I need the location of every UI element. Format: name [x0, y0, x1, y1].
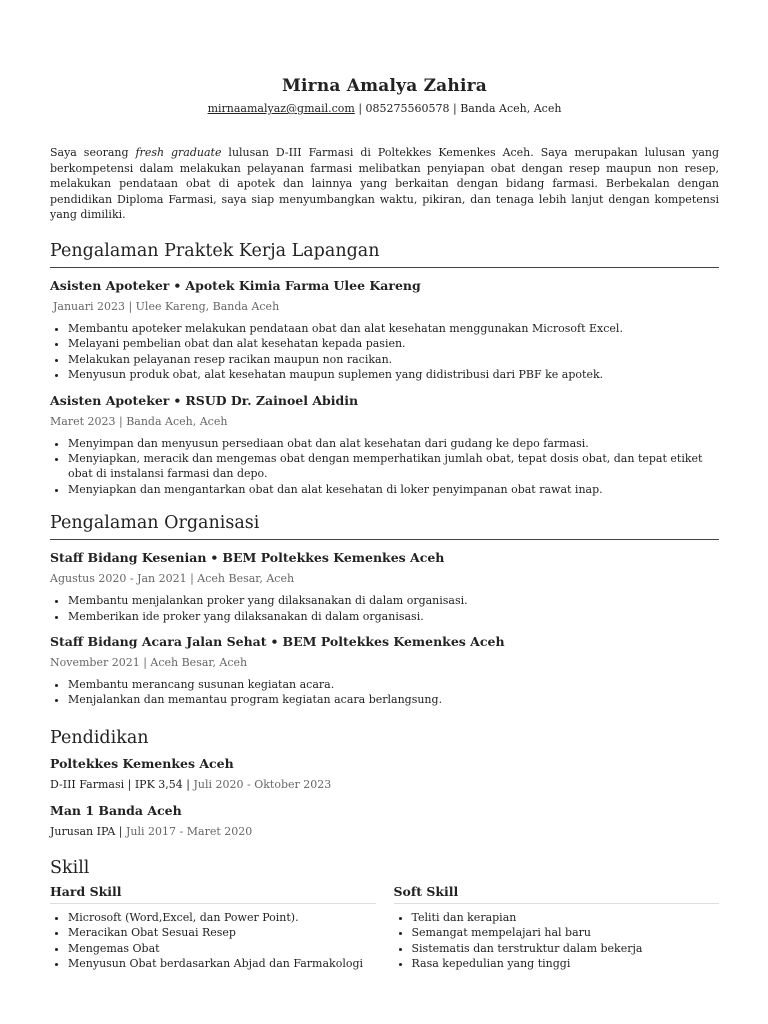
list-item: • Semangat mempelajari hal baru	[412, 925, 720, 940]
email-link[interactable]: mirnaamalyaz@gmail.com	[207, 102, 355, 115]
education-entry	[50, 756, 719, 791]
job-duties	[50, 593, 719, 624]
summary-text-start: Saya seorang	[50, 146, 136, 159]
soft-skill-heading: Soft Skill	[394, 884, 720, 904]
skills-grid	[50, 884, 719, 972]
list-item: • Melakukan pelayanan resep racikan maupun non racikan.	[68, 352, 719, 367]
section-title-skill: Skill	[50, 857, 90, 878]
soft-skill-list	[394, 910, 720, 972]
summary-paragraph	[50, 145, 719, 223]
job-role: Asisten Apoteker	[50, 277, 170, 293]
section-title-organisasi: Pengalaman Organisasi	[50, 513, 719, 540]
school-name: Poltekkes Kemenkes Aceh	[50, 755, 234, 771]
school-name: Man 1 Banda Aceh	[50, 802, 182, 818]
list-item: • Teliti dan kerapian	[412, 910, 720, 925]
job-meta: Agustus 2020 - Jan 2021 | Aceh Besar, Aceh	[50, 572, 295, 586]
job-duties	[50, 321, 719, 383]
job-entry	[50, 550, 719, 624]
bullet-separator: •	[270, 634, 279, 650]
education-meta	[50, 825, 719, 838]
list-item: • Membantu merancang susunan kegiatan acara.	[68, 677, 719, 692]
list-item: • Menjalankan dan memantau program kegiatan acara berlangsung.	[68, 692, 719, 707]
education-dates: Juli 2017 - Maret 2020	[126, 824, 253, 838]
section-title-pendidikan: Pendidikan	[50, 727, 149, 748]
soft-skill-column	[394, 884, 720, 972]
job-duties	[50, 677, 719, 708]
job-role: Staff Bidang Acara Jalan Sehat	[50, 634, 267, 650]
list-item: • Membantu menjalankan proker yang dilaksanakan di dalam organisasi.	[68, 593, 719, 608]
summary-text-end: lulusan D-III Farmasi di Poltekkes Kemenkes Aceh. Saya merupakan lulusan yang berkompetensi dalam melakukan pelayanan farmasi melibatkan penyiapan obat dengan resep maupun non resep, melakukan pendataan obat di apotek dan lainnya yang berkaitan dengan bidang farmasi. Berbekalan dengan pendidikan Diploma Farmasi, saya siap menyumbangkan waktu, pikiran, dan tenaga lebih lanjut dengan kompetensi yang dimiliki.	[50, 146, 719, 222]
list-item: • Menyusun Obat berdasarkan Abjad dan Farmakologi	[68, 956, 376, 971]
job-organization: RSUD Dr. Zainoel Abidin	[185, 392, 359, 408]
list-item: • Menyusun produk obat, alat kesehatan maupun suplemen yang didistribusi dari PBF ke apotek.	[68, 367, 719, 382]
job-title	[50, 634, 719, 649]
section-title-pkl: Pengalaman Praktek Kerja Lapangan	[50, 241, 719, 268]
list-item: • Memberikan ide proker yang dilaksanakan di dalam organisasi.	[68, 609, 719, 624]
bullet-separator: •	[173, 392, 182, 408]
job-entry	[50, 278, 719, 383]
education-entry	[50, 803, 719, 838]
education-detail: Jurusan IPA |	[50, 824, 127, 838]
contact-line	[50, 102, 719, 115]
job-title	[50, 393, 719, 408]
list-item: • Membantu apoteker melakukan pendataan obat dan alat kesehatan menggunakan Microsoft Excel.	[68, 321, 719, 336]
list-item: • Meracikan Obat Sesuai Resep	[68, 925, 376, 940]
list-item: • Rasa kepedulian yang tinggi	[412, 956, 720, 971]
job-meta: Maret 2023 | Banda Aceh, Aceh	[50, 414, 228, 428]
hard-skill-column	[50, 884, 376, 972]
job-entry	[50, 634, 719, 708]
list-item: • Menyiapkan, meracik dan mengemas obat dengan memperhatikan jumlah obat, tepat dosis obat, dan tepat etiket obat di instalansi farmasi dan depo.	[68, 451, 719, 482]
hard-skill-list	[50, 910, 376, 972]
list-item: • Menyimpan dan menyusun persediaan obat dan alat kesehatan dari gudang ke depo farmasi.	[68, 436, 719, 451]
job-role: Asisten Apoteker	[50, 392, 170, 408]
summary-emphasis: fresh graduate	[135, 146, 222, 159]
list-item: • Microsoft (Word,Excel, dan Power Point).	[68, 910, 376, 925]
job-organization: BEM Poltekkes Kemenkes Aceh	[222, 550, 445, 566]
contact-details: | 085275560578 | Banda Aceh, Aceh	[354, 102, 562, 115]
list-item: • Mengemas Obat	[68, 941, 376, 956]
candidate-name: Mirna Amalya Zahira	[281, 76, 487, 96]
job-organization: Apotek Kimia Farma Ulee Kareng	[185, 277, 421, 293]
job-title	[50, 278, 719, 293]
job-entry	[50, 393, 719, 498]
job-duties	[50, 436, 719, 498]
list-item: • Menyiapkan dan mengantarkan obat dan alat kesehatan di loker penyimpanan obat rawat inap.	[68, 482, 719, 497]
education-meta	[50, 778, 719, 791]
education-detail: D-III Farmasi | IPK 3,54 |	[50, 777, 194, 791]
list-item: • Sistematis dan terstruktur dalam bekerja	[412, 941, 720, 956]
job-title	[50, 550, 719, 565]
job-organization: BEM Poltekkes Kemenkes Aceh	[282, 634, 505, 650]
list-item: • Melayani pembelian obat dan alat kesehatan kepada pasien.	[68, 336, 719, 351]
resume-page	[50, 0, 719, 971]
education-dates: Juli 2020 - Oktober 2023	[193, 777, 332, 791]
job-meta: November 2021 | Aceh Besar, Aceh	[50, 656, 248, 670]
hard-skill-heading: Hard Skill	[50, 884, 376, 904]
bullet-separator: •	[210, 550, 219, 566]
bullet-separator: •	[173, 277, 182, 293]
job-role: Staff Bidang Kesenian	[50, 550, 207, 566]
job-meta: Januari 2023 | Ulee Kareng, Banda Aceh	[53, 299, 280, 313]
